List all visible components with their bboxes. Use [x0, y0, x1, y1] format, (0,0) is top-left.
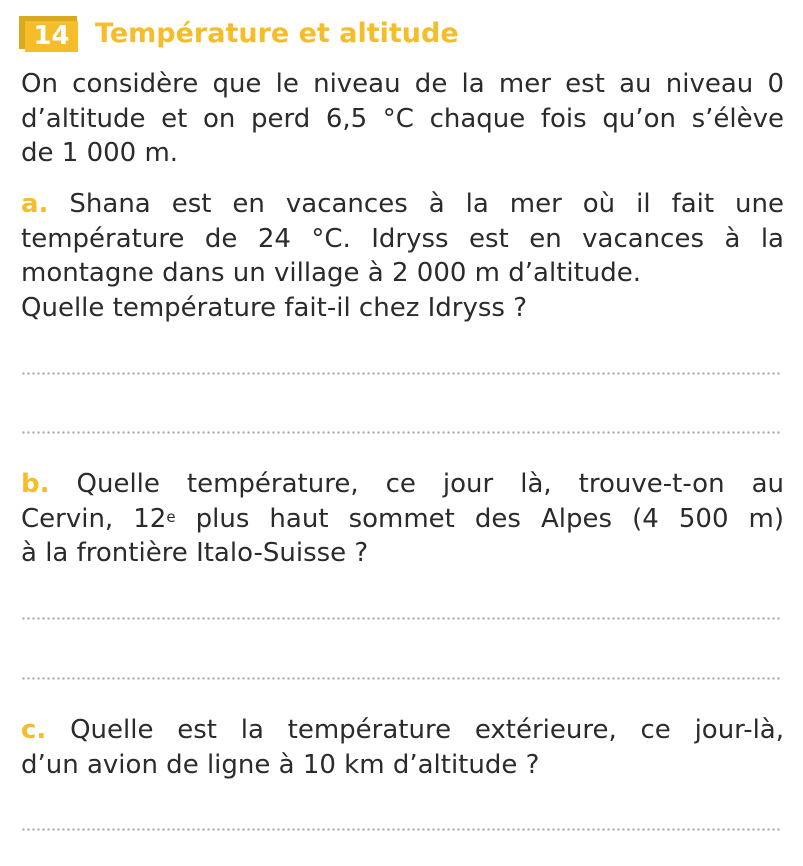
- exercise-header: [19, 14, 459, 54]
- exercise-number-badge: [19, 16, 81, 52]
- question-c-text: Quelle est la température extérieure, ce jour-là,: [70, 715, 785, 745]
- question-a-label: a.: [21, 189, 49, 219]
- intro-line: d’altitude et on perd 6,5 °C chaque fois qu’on s’élève: [21, 103, 784, 134]
- question-a-line: [21, 187, 784, 222]
- superscript-ordinal: e: [166, 507, 176, 526]
- question-a-line: température de 24 °C. Idryss est en vacances à la: [21, 223, 784, 254]
- question-b-text-b: plus haut sommet des Alpes (4 500 m): [175, 503, 785, 534]
- answer-line-b2[interactable]: [21, 677, 781, 680]
- question-b-text-a: Cervin, 12: [21, 503, 167, 534]
- intro-paragraph: [21, 67, 784, 171]
- question-a-line: Quelle température fait-il chez Idryss ?: [21, 292, 528, 323]
- answer-line-a2[interactable]: [21, 431, 781, 434]
- question-c-label: c.: [21, 715, 47, 745]
- answer-line-b1[interactable]: [21, 617, 781, 620]
- question-c-line: [21, 713, 784, 748]
- question-c-line: d’un avion de ligne à 10 km d’altitude ?: [21, 749, 540, 780]
- question-b-text: Quelle température, ce jour là, trouve-t-on au: [76, 469, 784, 499]
- question-a: [21, 187, 784, 325]
- answer-line-a1[interactable]: [21, 372, 781, 375]
- question-b-line: [21, 502, 784, 537]
- question-b-line: à la frontière Italo-Suisse ?: [21, 538, 369, 568]
- question-b-line: [21, 467, 784, 502]
- question-b: [21, 467, 784, 571]
- question-b-label: b.: [21, 469, 50, 499]
- answer-line-c1[interactable]: [21, 828, 781, 831]
- intro-line: On considère que le niveau de la mer est au niveau 0: [21, 69, 784, 99]
- question-a-line: montagne dans un village à 2 000 m d’altitude.: [21, 258, 642, 288]
- exercise-number: 14: [25, 21, 78, 52]
- question-c: [21, 713, 784, 782]
- exercise-title: Température et altitude: [95, 18, 459, 49]
- intro-line: de 1 000 m.: [21, 138, 179, 168]
- question-a-text: Shana est en vacances à la mer où il fait une: [69, 189, 785, 219]
